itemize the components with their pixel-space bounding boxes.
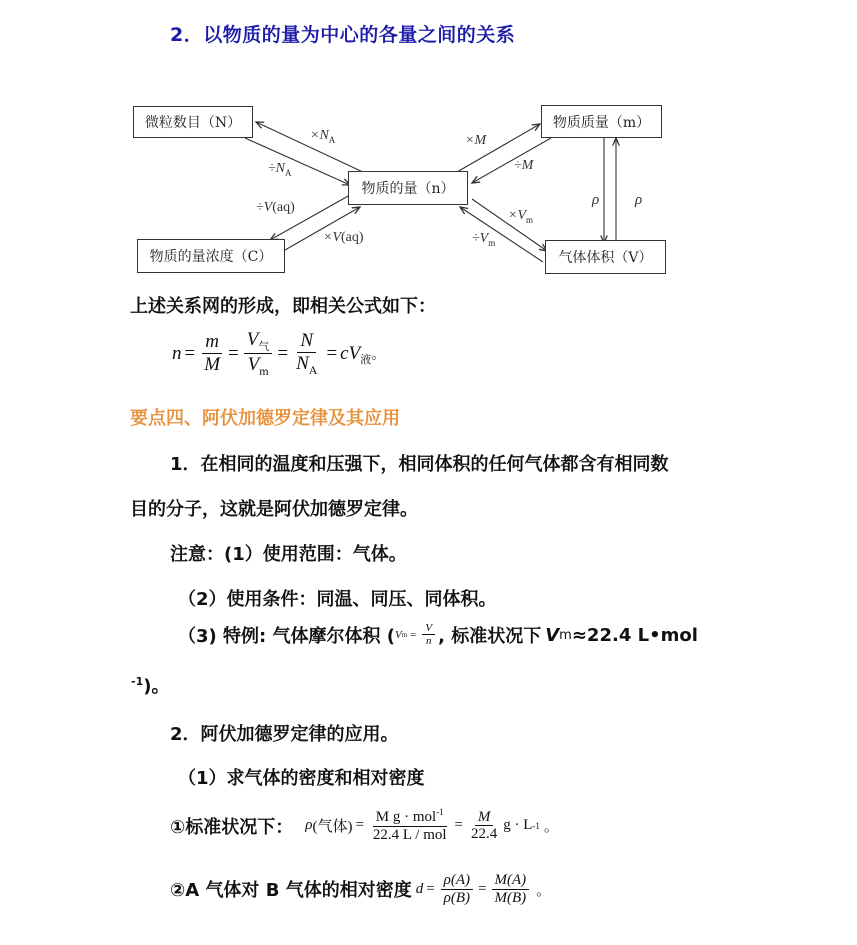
note-special-case-cont: $^{-1}$)。 [131,675,170,697]
label-divide-na: $\div N_A$ [268,161,292,178]
label-divide-m: ÷M [514,158,534,173]
law-statement-line1: 1．在相同的温度和压强下，相同体积的任何气体都含有相同数 [170,454,669,475]
note-scope: 注意：(1）使用范围：气体。 [170,544,407,565]
note-conditions: （2）使用条件：同温、同压、同体积。 [178,589,497,610]
box-gas-volume: 气体体积（V） [545,240,666,274]
diagram-arrows [0,0,857,300]
box-mass: 物质质量（m） [541,105,662,138]
label-divide-vaq: ÷V(aq) [256,200,295,215]
formula-amount-relations: n = $\frac{m}{M}$ = $\frac{V_气}{V_m}$ = $\frac{N}{N_A}$ = cV $_液$ 。 [172,329,386,378]
relative-density-formula: ②A 气体对 B 气体的相对密度 d = $\frac{\rho(A)}{\rho(B)}$ = $\frac{M(A)}{M(B)}$ 。 [170,872,552,906]
label-times-na: $\times N_A$ [310,128,336,145]
box-amount-of-substance: 物质的量（n） [348,171,468,205]
note-special-case: （3) 特例: 气体摩尔体积 ( V m = $\frac{V}{n}$ , 标准状况下 V m ≈22.4 L•mol [178,622,698,648]
label-rho-up: ρ [635,192,643,208]
label-times-vm: $\times V_m$ [508,208,534,225]
formula-intro: 上述关系网的形成，即相关公式如下： [130,296,436,317]
box-concentration: 物质的量浓度（C） [137,239,285,273]
density-subheading: （1）求气体的密度和相对密度 [178,768,425,789]
label-divide-vm: $\div V_m$ [472,231,496,248]
label-times-m: ×M [465,133,487,148]
law-statement-line2: 目的分子，这就是阿伏加德罗定律。 [130,499,418,520]
label-times-vaq: ×V(aq) [323,230,364,245]
box-particle-count: 微粒数目（N） [133,106,253,138]
label-rho-down: ρ [592,192,600,208]
section-heading: 要点四、阿伏加德罗定律及其应用 [130,408,400,429]
section-title: 2．以物质的量为中心的各量之间的关系 [170,24,516,46]
stp-density-formula: ①标准状况下： ρ (气体) = $\frac{M g \cdot mol^{-1}}{\text{22.4 L / mol}}$ = $\frac{M}{22.4}$ g · L -1 。 [170,807,559,843]
application-heading: 2．阿伏加德罗定律的应用。 [170,724,399,745]
